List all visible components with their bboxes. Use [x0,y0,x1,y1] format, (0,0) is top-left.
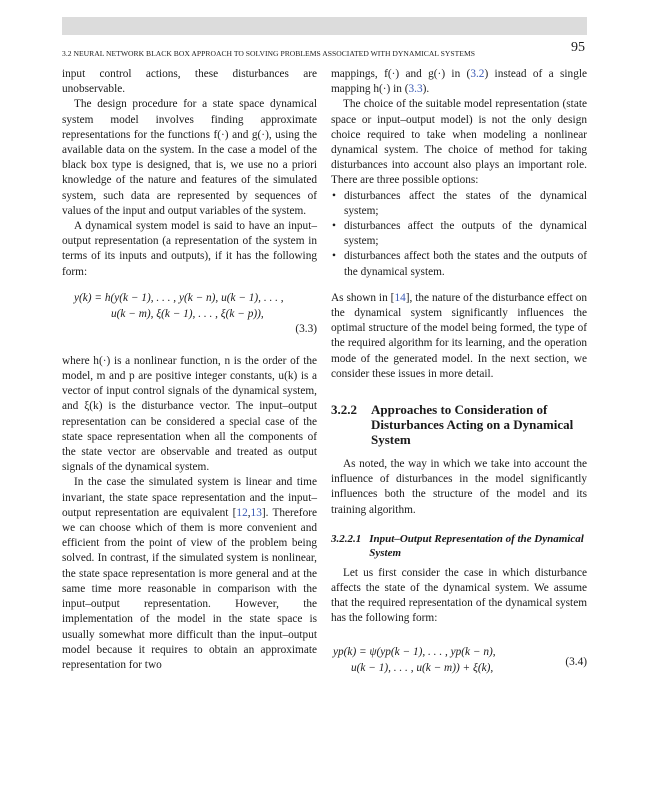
left-column [62,67,317,673]
subsection-number: 3.2.2.1 [331,532,362,545]
running-title: 3.2 NEURAL NETWORK BLACK BOX APPROACH TO SOLVING PROBLEMS ASSOCIATED WITH DYNAMICAL SYSTEMS [62,49,475,58]
section-number: 3.2.2 [331,402,357,418]
citation-link[interactable]: 13 [250,506,262,519]
paragraph: Let us first consider the case in which disturbance affects the state of the dynamical system. We assume that the required representation of the dynamical system has the following form: [331,566,587,625]
equation-link[interactable]: 3.2 [470,68,485,80]
text-run: ]. Therefore we can choose which of them is more convenient and efficient from the point of view of the problem being solved. In contrast, if the simulated system is nonlinear, the state space representation is more general and at the same time more reasonable in comparison with the input–output representation. However, the implementation of the model in the state space is usually somewhat more difficult than the input–output model because it requires to obtain an approximate representation for two [62,506,317,671]
equation-3-3 [62,291,317,343]
text-run: ). [422,83,430,96]
citation-link[interactable]: 14 [394,291,406,304]
subsection-title: Input–Output Representation of the Dynamical System [369,532,584,559]
right-column [331,67,587,685]
section-title: Approaches to Consideration of Disturbances Acting on a Dynamical System [371,402,574,448]
equation-number: (3.4) [565,655,587,668]
paragraph [62,475,317,673]
equation-line: yp(k) = ψ(yp(k − 1), . . . , yp(k − n), [333,645,496,658]
equation-number: (3.3) [295,322,317,335]
header-bar [62,17,587,35]
equation-line: u(k − 1), . . . , u(k − m)) + ξ(k), [351,661,494,674]
equation-link[interactable]: 3.3 [408,83,423,96]
options-list [331,189,587,280]
list-item: • disturbances affect the states of the dynamical system; [331,189,587,219]
page-number: 95 [571,40,585,55]
equation-line: y(k) = h(y(k − 1), . . . , y(k − n), u(k − 1), . . . , [74,291,284,304]
paragraph: The design procedure for a state space dynamical system model involves finding approximate representations for the functions f(·) and g(·), using the available data on the system. In the case a model of the black box type is designed, that is, we use no a priori knowledge of the nature and features of the simulated system, such data are represented by sequences of values of the input and output variables of the system. [62,98,317,217]
text-run: In the case the simulated system is linear and time invariant, the state space representation and the input–output representation are equivalent [ [62,476,317,519]
paragraph: input control actions, these disturbances are unobservable. [62,68,317,96]
paragraph: A dynamical system model is said to have an input–output representation (a representation of the system in terms of its inputs and outputs), if it has the following form: [62,220,317,278]
text-run: ) instead of a single mapping h(·) in ( [331,68,588,96]
paragraph [331,67,587,97]
text-run: mappings, f(·) and g(·) in ( [331,68,471,80]
equation-3-4 [331,645,587,685]
text-run: As shown in [ [331,291,395,304]
text-run: , [247,506,251,519]
citation-link[interactable]: 12 [236,506,248,519]
paragraph [331,291,587,382]
section-heading [331,402,587,447]
list-item: • disturbances affect the outputs of the dynamical system; [331,219,587,249]
list-item: • disturbances affect both the states and the outputs of the dynamical system. [331,249,587,279]
paragraph: The choice of the suitable model representation (state space or input–output model) is not the only design choice required to take when modeling a nonlinear dynamical system. The choice of method for taking disturbances into account also plays an important role. There are three possible options: [331,98,587,187]
subsection-heading [331,532,587,560]
paragraph: where h(·) is a nonlinear function, n is the order of the model, m and p are positive integer constants, u(k) is a vector of input control signals of the dynamical system, and ξ(k) is the disturbance vector. The input–output representation can be considered a special case of the state space representation when all the components of the state vector are observable and treated as output signals of the dynamical system. [62,354,317,474]
equation-line: u(k − m), ξ(k − 1), . . . , ξ(k − p)), [111,307,264,320]
text-run: ], the nature of the disturbance effect on the dynamical system significantly influences the optimal structure of the model being formed, the type of the required algorithm for its learning, and the operation mode of the generated model. In the next section, we consider these issues in more detail. [331,291,588,380]
paragraph: As noted, the way in which we take into account the influence of disturbances in the model significantly influences both the structure of the model and its training algorithm. [331,458,587,516]
